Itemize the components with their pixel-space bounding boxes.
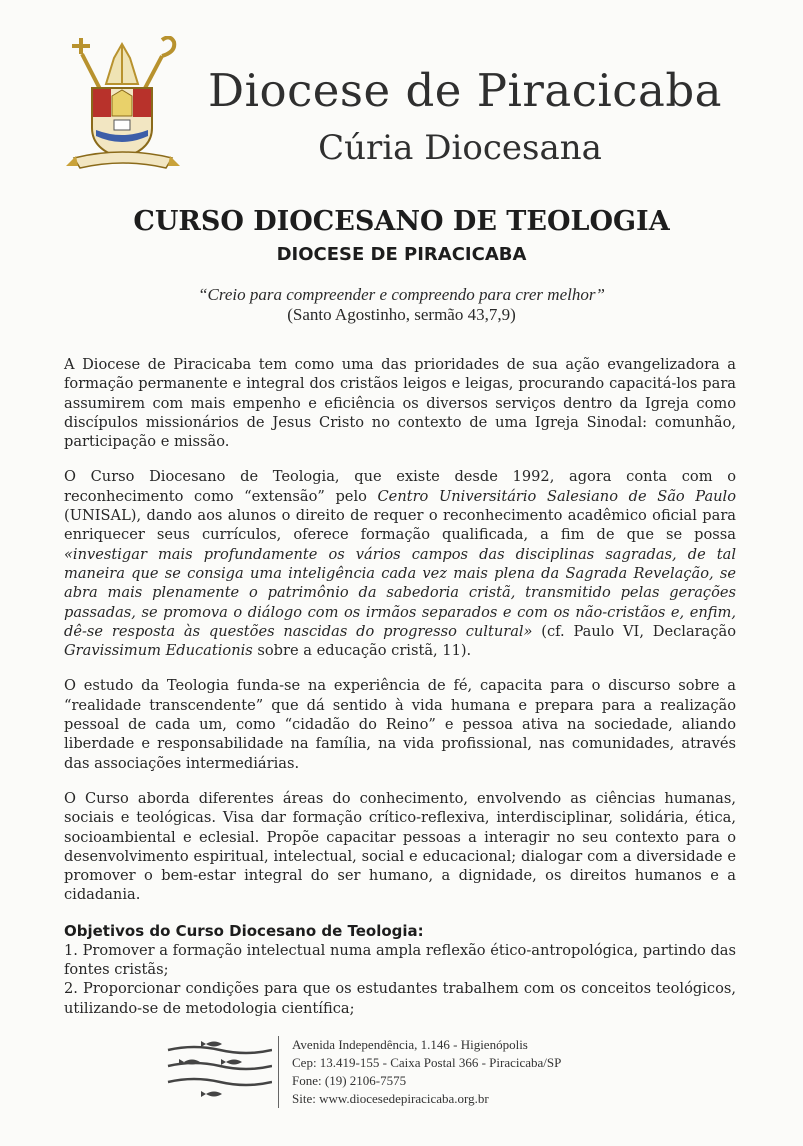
paragraph-text: sobre a educação cristã, 11). [252, 642, 472, 660]
course-subtitle: DIOCESE DE PIRACICABA [276, 244, 527, 265]
objectives-heading: Objetivos do Curso Diocesano de Teologia: [64, 921, 424, 940]
objective-item: 1. Promover a formação intelectual numa ampla reflexão ético-antropológica, partindo das fontes cristãs; [64, 941, 736, 979]
letter-body [64, 355, 736, 1018]
paragraph-course-history [64, 467, 736, 660]
paragraph-text: (UNISAL), dando aos alunos o direito de requer o reconhecimento acadêmico oficial para enriquecer seus currículos, oferece formação qualificada, a fim de que se possa [64, 507, 736, 544]
footer-phone: Fone: (19) 2106-7575 [292, 1073, 407, 1088]
paragraph-text: O Curso Diocesano de Teologia, que existe desde 1992, agora conta com o reconhecimento como “extensão” pelo [64, 468, 736, 505]
epigraph-source: (Santo Agostinho, sermão 43,7,9) [287, 305, 516, 324]
diocese-crest-logo [62, 36, 184, 178]
diocese-title: Diocese de Piracicaba [208, 64, 722, 117]
paragraph-citation: «investigar mais profundamente os vários campos das disciplinas sagradas, de tal maneira que se consiga uma inteligência cada vez mais plena da Sagrada Revelação, se abra mais plenamente o patrimônio da sabedoria cristã, transmitido pelas gerações passadas, se promova o diálogo com os irmãos separados e com os não-cristãos e, enfim, dê-se resposta às questões nascidas do progresso cultural» [64, 545, 736, 640]
paragraph-course-areas: O Curso aborda diferentes áreas do conhecimento, envolvendo as ciências humanas, sociais e teológicas. Visa dar formação crítico-reflexiva, interdisciplinar, solidária, ética, socioambiental e eclesial. Propõe capacitar pessoas a interagir no seu contexto para o desenvolvimento espiritual, intelectual, social e educacional; dialogar com a diversidade e promover o bem-estar integral do ser humano, a dignidade, os direitos humanos e a cidadania. [64, 789, 736, 904]
footer-contact [292, 1036, 712, 1108]
paragraph-text: (cf. Paulo VI, Declaração [532, 622, 736, 640]
footer-site: Site: www.diocesedepiracicaba.org.br [292, 1091, 489, 1106]
paragraph-theology-study: O estudo da Teologia funda-se na experiência de fé, capacita para o discurso sobre a “realidade transcendente” que dá sentido à vida humana e prepara para a realização pessoal de cada um, como “cidadão do Reino” e pessoa ativa na sociedade, aliando liberdade e responsabilidade na família, na vida profissional, nas comunidades, através das associações intermediárias. [64, 677, 736, 772]
objectives-list [64, 941, 736, 1018]
objective-item: 2. Proporcionar condições para que os estudantes trabalhem com os conceitos teológicos, utilizando-se de metodologia científica; [64, 980, 736, 1017]
epigraph-quote: “Creio para compreender e compreendo para crer melhor” [198, 285, 605, 304]
footer-address: Avenida Independência, 1.146 - Higienópolis [292, 1037, 528, 1052]
fish-waves-icon [166, 1038, 272, 1102]
curia-subtitle: Cúria Diocesana [318, 128, 602, 168]
footer-divider [278, 1036, 279, 1108]
paragraph-italic: Gravissimum Educationis [64, 642, 253, 660]
footer-cep: Cep: 13.419-155 - Caixa Postal 366 - Piracicaba/SP [292, 1055, 562, 1070]
course-title: CURSO DIOCESANO DE TEOLOGIA [133, 206, 670, 237]
paragraph-italic: Centro Universitário Salesiano de São Paulo [377, 487, 737, 505]
paragraph-intro: A Diocese de Piracicaba tem como uma das prioridades de sua ação evangelizadora a formação permanente e integral dos cristãos leigos e leigas, procurando capacitá-los para assumirem com mais empenho e eficiência os diversos serviços dentro da Igreja como discípulos missionários de Jesus Cristo no contexto de uma Igreja Sinodal: comunhão, participação e missão. [64, 356, 736, 451]
